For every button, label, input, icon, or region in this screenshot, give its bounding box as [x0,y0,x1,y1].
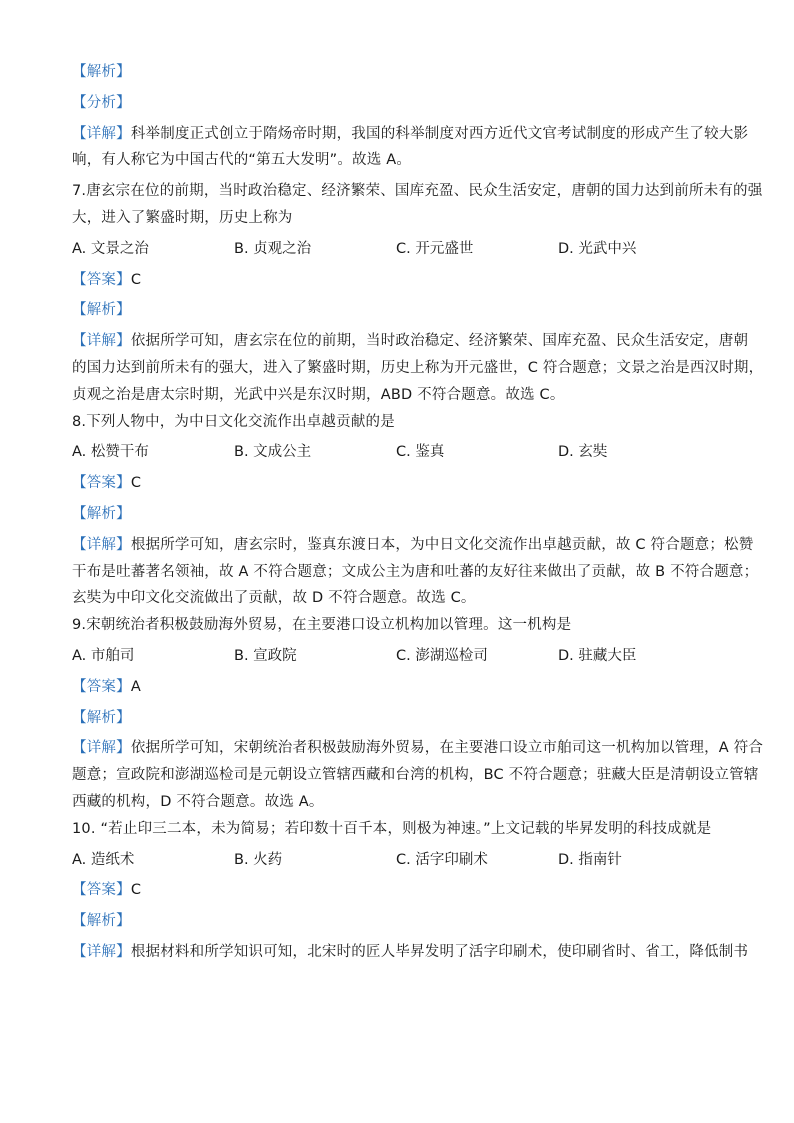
q9-stem: 9.宋朝统治者积极鼓励海外贸易，在主要港口设立机构加以管理。这一机构是 [72,617,572,634]
q7-detail-2: 的国力达到前所未有的强大，进入了繁盛时期，历史上称为开元盛世，C 符合题意；文景之治是西汉时期， [72,359,764,376]
q9-detail-line-2 [72,765,759,787]
q10-jiexi-line [72,911,722,933]
q8-option-d: D. 玄奘 [558,444,608,461]
q10-answer: C [130,882,142,899]
label-xiangjie: 【详解】 [72,740,131,757]
q10-option-a: A. 造纸术 [72,851,135,868]
q8-stem: 8.下列人物中，为中日文化交流作出卓越贡献的是 [72,413,395,430]
q9-detail-3: 西藏的机构，D 不符合题意。故选 A。 [72,793,324,810]
q7-stem-1: 7.唐玄宗在位的前期，当时政治稳定、经济繁荣、国库充盈、民众生活安定，唐朝的国力达到前所未有的强 [72,183,763,200]
q8-answer: C [130,475,142,492]
q7-detail-1: 依据所学可知，唐玄宗在位的前期，当时政治稳定、经济繁荣、国库充盈、民众生活安定，唐朝 [130,333,749,350]
analysis-label [72,62,722,84]
q7-answer-line [72,270,722,292]
q6-detail-line-1 [72,124,749,146]
label-daan: 【答案】 [72,678,131,695]
fenxi-label [72,93,722,115]
q7-detail-line-2 [72,358,764,380]
q9-answer-line [72,677,722,699]
q9-option-a: A. 市舶司 [72,647,135,664]
q7-stem-line-2 [72,208,722,230]
q9-option-d: D. 驻藏大臣 [558,647,637,664]
label-xiangjie: 【详解】 [72,536,131,553]
q8-jiexi-line [72,504,722,526]
label-jiexi: 【解析】 [72,64,131,80]
label-fenxi: 【分析】 [72,94,131,111]
q10-option-b: B. 火药 [234,851,283,868]
q7-jiexi-line [72,300,722,322]
label-jiexi: 【解析】 [72,302,131,319]
q8-option-b: B. 文成公主 [234,444,312,461]
label-jiexi: 【解析】 [72,913,131,930]
q9-stem-line [72,615,722,637]
q7-stem-2: 大，进入了繁盛时期，历史上称为 [72,209,293,226]
q7-detail-line-1 [72,331,749,353]
q10-stem: 10. “若止印三二本，未为简易；若印数十百千本，则极为神速。”上文记载的毕昇发明的科技成就是 [72,820,712,837]
q8-answer-line [72,473,722,495]
q7-detail-line-3 [72,385,722,407]
q6-detail-text-2: 响，有人称它为中国古代的“第五大发明”。故选 A。 [72,152,412,169]
q9-detail-2: 题意；宣政院和澎湖巡检司是元朝设立管辖西藏和台湾的机构，BC 不符合题意；驻藏大臣是清朝设立管辖 [72,767,759,784]
q9-jiexi-line [72,708,722,730]
q8-detail-line-1 [72,535,754,557]
q8-detail-line-3 [72,588,722,610]
q10-answer-line [72,880,722,902]
q8-option-c: C. 鉴真 [396,444,445,461]
label-xiangjie: 【详解】 [72,333,131,350]
q8-option-a: A. 松赞干布 [72,444,149,461]
q9-detail-line-3 [72,792,722,814]
q10-option-d: D. 指南针 [558,851,622,868]
q8-detail-1: 根据所学可知，唐玄宗时，鉴真东渡日本，为中日文化交流作出卓越贡献，故 C 符合题意；松赞 [130,536,754,553]
q8-options [72,442,722,464]
label-jiexi: 【解析】 [72,505,131,522]
label-xiangjie: 【详解】 [72,125,131,142]
q8-detail-2: 干布是吐蕃著名领袖，故 A 不符合题意；文成公主为唐和吐蕃的友好往来做出了贡献，故 B 不符合题意； [72,563,759,580]
q6-detail-line-2 [72,150,722,172]
q9-option-c: C. 澎湖巡检司 [396,647,488,664]
label-jiexi: 【解析】 [72,709,131,726]
q10-detail-line-1 [72,942,749,964]
q10-detail-1: 根据材料和所学知识可知，北宋时的匠人毕昇发明了活字印刷术，使印刷省时、省工，降低制书 [130,943,749,960]
q7-option-b: B. 贞观之治 [234,240,312,257]
q7-option-d: D. 光武中兴 [558,240,637,257]
q10-option-c: C. 活字印刷术 [396,851,488,868]
q9-option-b: B. 宣政院 [234,647,297,664]
q8-stem-line [72,412,722,434]
q8-detail-3: 玄奘为中印文化交流做出了贡献，故 D 不符合题意。故选 C。 [72,590,476,607]
label-daan: 【答案】 [72,271,131,288]
q9-detail-line-1 [72,738,764,760]
q9-options [72,646,722,668]
q6-detail-text-1: 科举制度正式创立于隋炀帝时期，我国的科举制度对西方近代文官考试制度的形成产生了较大影 [130,125,749,142]
q9-detail-1: 依据所学可知，宋朝统治者积极鼓励海外贸易，在主要港口设立市舶司这一机构加以管理，A 符合 [130,740,764,757]
label-daan: 【答案】 [72,475,131,492]
q7-detail-3: 贞观之治是唐太宗时期，光武中兴是东汉时期，ABD 不符合题意。故选 C。 [72,386,565,403]
label-xiangjie: 【详解】 [72,943,131,960]
q7-stem-line-1 [72,181,763,203]
label-daan: 【答案】 [72,882,131,899]
q7-option-c: C. 开元盛世 [396,240,474,257]
q9-answer: A [130,678,141,695]
q7-answer: C [130,271,142,288]
q8-detail-line-2 [72,562,759,584]
q10-options [72,850,722,872]
document-page [72,62,764,964]
q7-options [72,239,722,261]
q7-option-a: A. 文景之治 [72,240,149,257]
q10-stem-line [72,819,722,841]
